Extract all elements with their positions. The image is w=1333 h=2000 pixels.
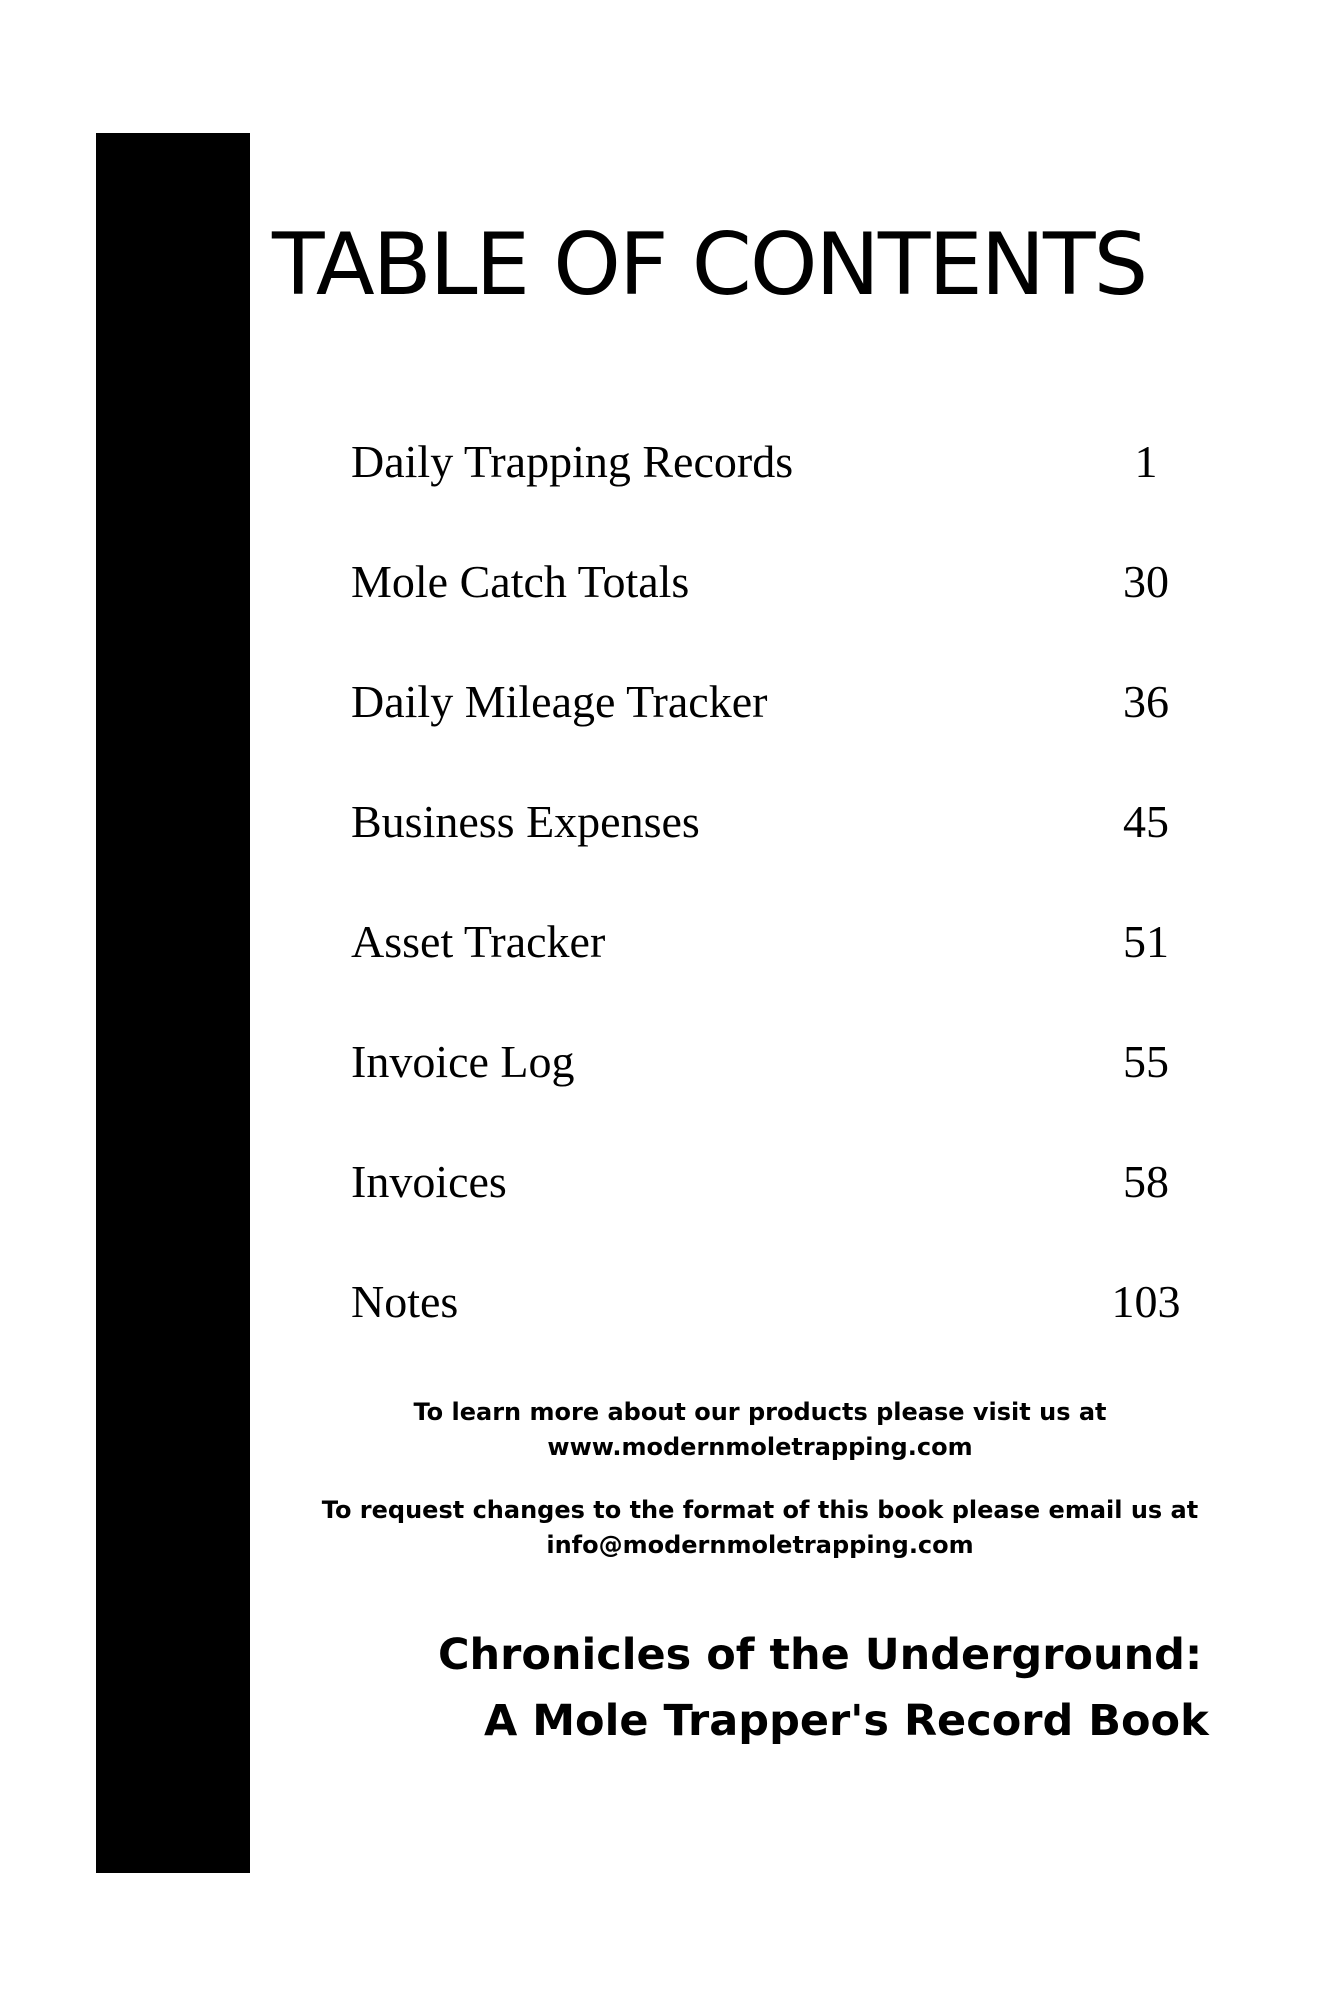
decorative-sidebar-bar [96, 133, 250, 1873]
toc-entry-title: Daily Mileage Tracker [351, 676, 768, 727]
toc-entry-page: 1 [1134, 436, 1158, 487]
toc-entry-title: Mole Catch Totals [351, 556, 690, 607]
toc-entry[interactable] [351, 1025, 1201, 1145]
toc-entry-page: 58 [1123, 1156, 1169, 1207]
toc-entry[interactable] [351, 1145, 1201, 1265]
toc-entry[interactable] [351, 785, 1201, 905]
toc-entry-page: 51 [1123, 916, 1169, 967]
products-info-text: To learn more about our products please visit us at [413, 1398, 1107, 1426]
book-title-line2: A Mole Trapper's Record Book [484, 1696, 1209, 1746]
toc-entry[interactable] [351, 905, 1201, 1025]
toc-entry[interactable] [351, 425, 1201, 545]
toc-entry[interactable] [351, 545, 1201, 665]
website-link[interactable]: www.modernmoletrapping.com [547, 1433, 973, 1461]
toc-entry[interactable] [351, 1265, 1201, 1385]
toc-entry-title: Daily Trapping Records [351, 436, 794, 487]
page-title: TABLE OF CONTENTS [272, 215, 1147, 315]
toc-entry[interactable] [351, 665, 1201, 785]
changes-info [310, 1493, 1210, 1563]
table-of-contents [351, 425, 1201, 1385]
toc-entry-title: Business Expenses [351, 796, 700, 847]
toc-entry-page: 45 [1123, 796, 1169, 847]
toc-entry-title: Invoices [351, 1156, 507, 1207]
book-title-line1: Chronicles of the Underground: [438, 1630, 1203, 1680]
toc-entry-page: 55 [1123, 1036, 1169, 1087]
toc-entry-page: 103 [1111, 1276, 1181, 1327]
toc-entry-page: 30 [1123, 556, 1169, 607]
email-link[interactable]: info@modernmoletrapping.com [546, 1531, 974, 1559]
changes-info-text: To request changes to the format of this book please email us at [321, 1496, 1199, 1524]
toc-entry-title: Invoice Log [351, 1036, 575, 1087]
toc-entry-title: Asset Tracker [351, 916, 606, 967]
toc-entry-page: 36 [1123, 676, 1169, 727]
products-info [310, 1395, 1210, 1465]
toc-entry-title: Notes [351, 1276, 459, 1327]
